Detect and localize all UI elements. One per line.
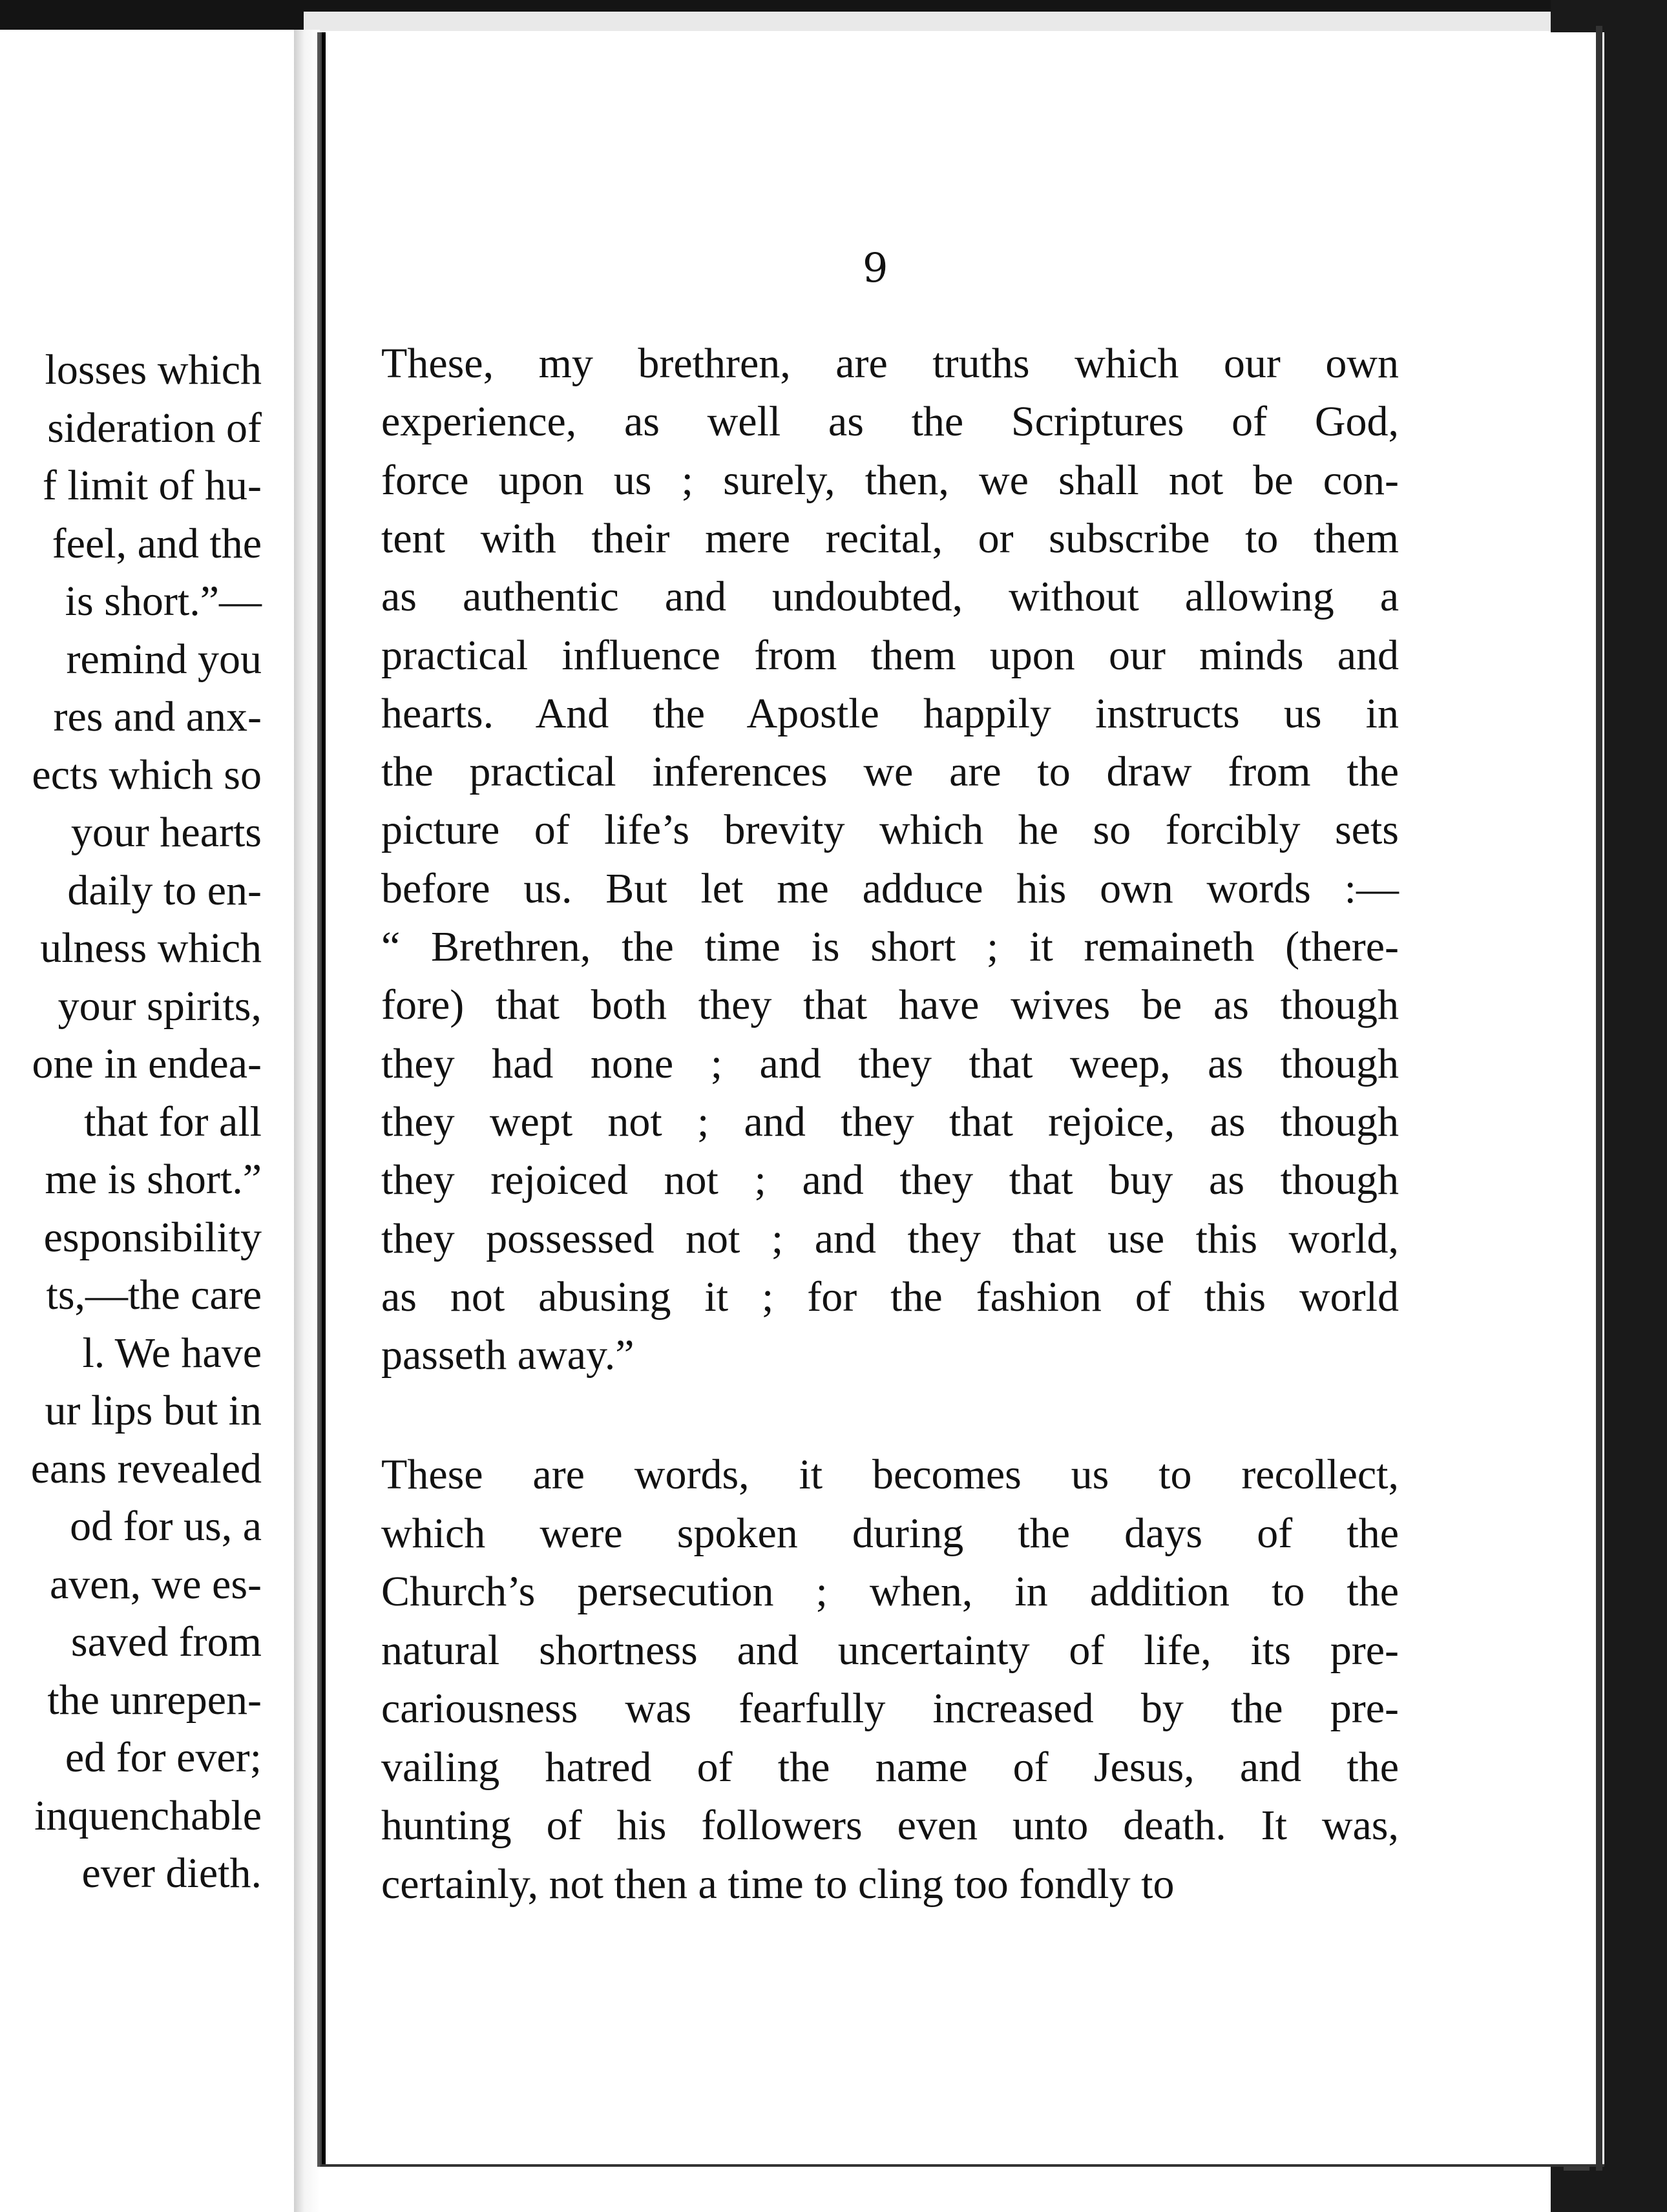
text-line: fore) that both they that have wives be as though — [381, 981, 1399, 1029]
book-gutter — [294, 30, 320, 2212]
text-line: the unrepen- — [47, 1676, 262, 1724]
text-line: hunting of his followers even unto death. It was, — [381, 1802, 1399, 1849]
text-line: feel, and the — [52, 519, 262, 567]
text-line: practical influence from them upon our minds and — [381, 631, 1399, 679]
text-line: losses which — [45, 346, 262, 393]
text-line: “ Brethren, the time is short ; it remaineth (there- — [381, 923, 1399, 970]
text-line: experience, as well as the Scriptures of God, — [381, 398, 1399, 446]
text-line: your hearts — [70, 809, 262, 856]
text-line: ts,—the care — [46, 1271, 262, 1319]
text-line: ed for ever; — [65, 1734, 262, 1781]
text-line: they rejoiced not ; and they that buy as though — [381, 1156, 1399, 1204]
text-line: ever dieth. — [81, 1850, 262, 1897]
text-line: vailing hatred of the name of Jesus, and the — [381, 1743, 1399, 1791]
text-line: force upon us ; surely, then, we shall not be con- — [381, 456, 1399, 504]
text-line: they wept not ; and they that rejoice, as though — [381, 1098, 1399, 1145]
page-top-edge — [304, 12, 1564, 31]
text-line: od for us, a — [70, 1503, 262, 1550]
text-line: the practical inferences we are to draw from the — [381, 748, 1399, 796]
text-line: passeth away.” — [381, 1331, 634, 1379]
text-line: sideration of — [47, 404, 262, 452]
page-number: 9 — [863, 244, 888, 291]
text-line: as authentic and undoubted, without allowing a — [381, 573, 1399, 621]
text-line: saved from — [70, 1618, 262, 1665]
text-line: eans revealed — [30, 1445, 262, 1492]
text-line: These, my brethren, are truths which our own — [381, 340, 1399, 387]
text-line: hearts. And the Apostle happily instructs us in — [381, 689, 1399, 737]
text-line: one in endea- — [32, 1040, 262, 1087]
text-line: ulness which — [40, 924, 262, 972]
text-line: inquenchable — [34, 1791, 262, 1839]
text-line: your spirits, — [58, 982, 262, 1030]
text-line: me is short.” — [45, 1156, 262, 1203]
text-line: ects which so — [32, 751, 262, 798]
text-line: picture of life’s brevity which he so forcibly sets — [381, 806, 1399, 854]
text-line: certainly, not then a time to cling too fondly to — [381, 1860, 1175, 1908]
text-line: Church’s persecution ; when, in addition to the — [381, 1568, 1399, 1615]
text-line: l. We have — [82, 1329, 262, 1377]
text-line: daily to en- — [67, 866, 262, 914]
text-line: f limit of hu- — [42, 462, 262, 509]
text-line: res and anx- — [53, 693, 262, 740]
text-line: aven, we es- — [49, 1560, 262, 1608]
text-line: These are words, it becomes us to recollect, — [381, 1451, 1399, 1498]
text-line: they had none ; and they that weep, as though — [381, 1039, 1399, 1087]
text-line: remind you — [66, 635, 262, 683]
text-line: is short.”— — [65, 578, 262, 625]
text-line: they possessed not ; and they that use this world, — [381, 1215, 1399, 1262]
text-line: which were spoken during the days of the — [381, 1509, 1399, 1557]
text-line: that for all — [84, 1098, 262, 1145]
text-line: tent with their mere recital, or subscribe to them — [381, 514, 1399, 562]
text-line: as not abusing it ; for the fashion of this world — [381, 1273, 1399, 1320]
right-page-edge — [1596, 26, 1602, 2171]
text-line: before us. But let me adduce his own words :— — [381, 864, 1399, 912]
text-line: ur lips but in — [45, 1387, 262, 1434]
text-line: natural shortness and uncertainty of life, its pre- — [381, 1626, 1399, 1674]
text-line: esponsibility — [43, 1213, 262, 1261]
text-line: cariousness was fearfully increased by the pre- — [381, 1685, 1399, 1732]
